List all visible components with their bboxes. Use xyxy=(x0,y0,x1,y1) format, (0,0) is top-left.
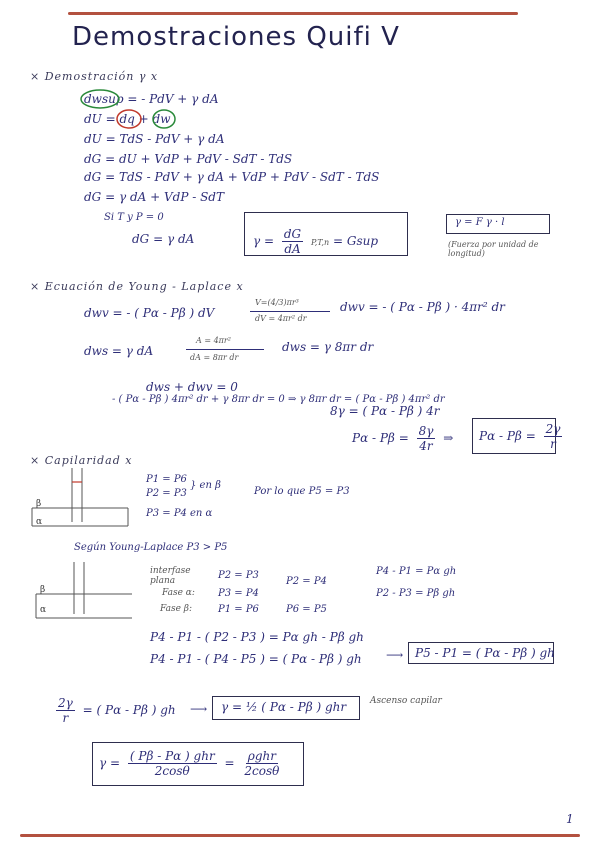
equation-line: dG = γ dA xyxy=(132,232,195,246)
phase-label: en α xyxy=(190,508,213,519)
gamma-symbol: γ = xyxy=(99,756,121,770)
equation-line: 8γ = ( Pα - Pβ ) 4r xyxy=(330,404,440,418)
pressure-eq: P3 = P4 xyxy=(218,588,259,599)
page-title: Demostraciones Quifi V xyxy=(72,22,400,52)
equation-line: P4 - P1 - ( P4 - P5 ) = ( Pα - Pβ ) gh xyxy=(150,652,362,666)
capillary-diagram-1 xyxy=(30,466,130,530)
diagram-label: β xyxy=(40,585,46,595)
equation-line: dG = γ dA + VdP - SdT xyxy=(84,190,224,204)
eq-rhs: = ( Pα - Pβ ) gh xyxy=(82,703,176,717)
boxed-equation: P5 - P1 = ( Pα - Pβ ) gh xyxy=(415,646,555,660)
equation-line: dws = γ 8πr dr xyxy=(282,340,374,354)
boxed-lhs: Pα - Pβ = xyxy=(479,429,536,443)
fraction-bar xyxy=(186,349,264,350)
hydrostatic-eq: P4 - P1 = Pα gh xyxy=(376,566,457,577)
pressure-eq: P3 = P4 xyxy=(146,508,187,519)
boxed-fraction xyxy=(544,422,563,451)
equation-line: dU = dq + dw xyxy=(84,112,171,126)
equation-line: dU = TdS - PdV + γ dA xyxy=(84,132,225,146)
young-laplace-box xyxy=(472,418,561,454)
phase-label: Fase α: xyxy=(162,588,195,598)
fraction-bottom: dV = 4πr² dr xyxy=(255,314,307,323)
fraction-numerator: 2γ xyxy=(58,696,73,710)
bottom-rule xyxy=(20,834,580,837)
equation-line xyxy=(52,696,176,725)
pressure-result-box xyxy=(408,642,554,664)
equation-line: dws = γ dA xyxy=(84,344,154,358)
young-laplace-note: Según Young-Laplace P3 > P5 xyxy=(74,542,228,553)
fraction-numerator: dG xyxy=(283,227,302,241)
eq-fraction xyxy=(56,696,75,725)
fraction-denominator: 4r xyxy=(419,439,433,453)
implies-arrow: ⟶ xyxy=(190,702,208,716)
pressure-eq: P1 = P6 xyxy=(218,604,259,615)
fraction-bottom: dA = 8πr dr xyxy=(190,353,239,362)
equation-line: dG = dU + VdP + PdV - SdT - TdS xyxy=(84,152,293,166)
fraction-denominator: r xyxy=(550,437,556,451)
implies-arrow: ⟶ xyxy=(386,648,404,662)
final-fraction-2 xyxy=(242,749,281,778)
section-heading-demostracion: × Demostración γ x xyxy=(30,70,159,83)
equation-line: dwsup = - PdV + γ dA xyxy=(84,92,219,106)
gamma-definition-box xyxy=(244,212,408,256)
pressure-eq: P1 = P6 xyxy=(146,474,187,485)
gamma-fraction xyxy=(282,227,303,256)
diagram-label: β xyxy=(36,499,42,509)
eq-lhs: Pα - Pβ = xyxy=(352,431,409,445)
eq-fraction xyxy=(417,424,436,453)
fraction-denominator: r xyxy=(62,711,69,725)
equals-sign: = xyxy=(224,756,235,770)
pressure-eq: P2 = P3 xyxy=(218,570,259,581)
fraction-numerator: ( Pβ - Pα ) ghr xyxy=(129,749,215,763)
gamma-rhs: = Gsup xyxy=(332,234,379,248)
fraction-denominator: 2cosθ xyxy=(244,764,280,778)
fraction-denominator: 2cosθ xyxy=(154,764,190,778)
implies-arrow: ⇒ xyxy=(443,431,454,445)
equation-line: dws + dwv = 0 xyxy=(146,380,238,394)
diagram-label: α xyxy=(40,605,47,615)
ascenso-label: Ascenso capilar xyxy=(370,696,442,706)
diagram-label: α xyxy=(36,517,43,527)
section-heading-capilaridad: × Capilaridad x xyxy=(30,454,133,467)
capillary-diagram-2 xyxy=(34,558,134,622)
boxed-equation: γ = ½ ( Pα - Pβ ) ghr xyxy=(221,700,347,714)
equation-line xyxy=(352,424,453,453)
equation-line: dwv = - ( Pα - Pβ ) · 4πr² dr xyxy=(340,300,505,314)
fraction-top: A = 4πr² xyxy=(196,336,231,345)
conclusion: Por lo que P5 = P3 xyxy=(254,486,350,497)
gamma-force-text: γ = F γ · l xyxy=(455,217,505,228)
fraction-top: V=(4/3)πr³ xyxy=(255,298,299,307)
fraction-denominator: dA xyxy=(284,242,301,256)
gamma-force-box xyxy=(446,214,550,234)
pressure-eq: P6 = P5 xyxy=(286,604,327,615)
phase-label: } en β xyxy=(190,480,221,491)
section-heading-young-laplace: × Ecuación de Young - Laplace x xyxy=(30,280,244,293)
interface-label: interfase plana xyxy=(150,566,191,586)
equation-line: dwv = - ( Pα - Pβ ) dV xyxy=(84,306,215,320)
final-fraction-1 xyxy=(128,749,217,778)
fraction-numerator: 8γ xyxy=(418,424,434,438)
gamma-symbol: γ = xyxy=(253,234,275,248)
fraction-bar xyxy=(250,311,330,312)
phase-label: Fase β: xyxy=(160,604,193,614)
condition-text: Si T y P = 0 xyxy=(104,212,164,223)
fraction-numerator: 2γ xyxy=(545,422,561,436)
page-number: 1 xyxy=(566,812,574,826)
equation-line: - ( Pα - Pβ ) 4πr² dr + γ 8πr dr = 0 ⇒ γ 8πr dr = ( Pα - Pβ ) 4πr² dr xyxy=(112,394,445,405)
surface-tension-box xyxy=(212,696,360,720)
final-formula-box xyxy=(92,742,304,786)
hydrostatic-eq: P2 - P3 = Pβ gh xyxy=(376,588,456,599)
subscript: P,T,n xyxy=(310,238,330,247)
gamma-note: (Fuerza por unidad de longitud) xyxy=(448,240,539,258)
fraction-numerator: ρghr xyxy=(247,749,276,763)
pressure-eq: P2 = P3 xyxy=(146,488,187,499)
equation-line: P4 - P1 - ( P2 - P3 ) = Pα gh - Pβ gh xyxy=(150,630,364,644)
pressure-eq: P2 = P4 xyxy=(286,576,327,587)
equation-line: dG = TdS - PdV + γ dA + VdP + PdV - SdT - TdS xyxy=(84,170,380,184)
